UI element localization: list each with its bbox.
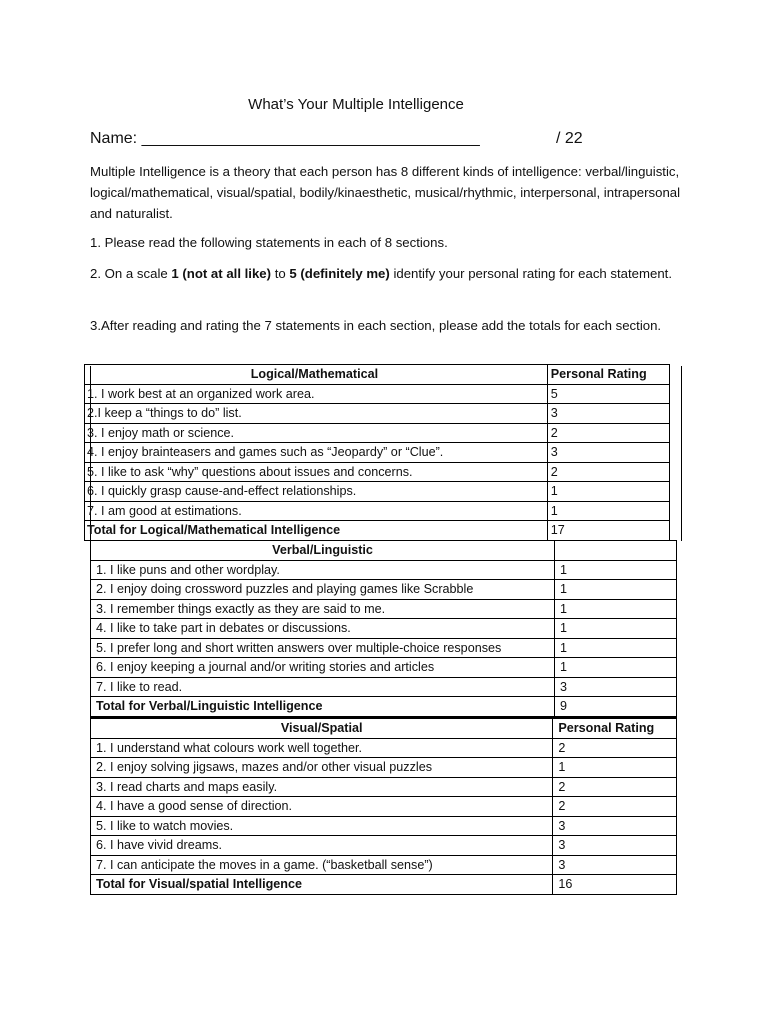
table-row: [91, 619, 677, 639]
table-row: [91, 560, 677, 580]
table-row: [91, 677, 677, 697]
score-total: / 22: [556, 130, 583, 147]
table-row: [91, 855, 677, 875]
name-field-line[interactable]: Name: ______________________________________: [90, 130, 480, 147]
table-row: [85, 462, 670, 482]
table-header-row: [91, 541, 677, 561]
statement-cell: 1. I like puns and other wordplay.: [91, 560, 555, 580]
statement-cell: 6. I enjoy keeping a journal and/or writing stories and articles: [91, 658, 555, 678]
logical-mathematical-table: [84, 364, 670, 541]
rating-cell[interactable]: 1: [555, 599, 677, 619]
table-header-row: [91, 718, 677, 738]
statement-cell: 1. I work best at an organized work area.: [85, 384, 548, 404]
page-title: What’s Your Multiple Intelligence: [248, 96, 464, 113]
instruction-step-3: 3.After reading and rating the 7 statements in each section, please add the totals for each section.: [90, 318, 662, 333]
table-row: [85, 482, 670, 502]
rating-cell[interactable]: 2: [553, 797, 677, 817]
statement-cell: 3. I remember things exactly as they are said to me.: [91, 599, 555, 619]
rating-cell[interactable]: 2: [547, 462, 669, 482]
table-row: [91, 638, 677, 658]
table-row: [91, 816, 677, 836]
intro-paragraph: Multiple Intelligence is a theory that each person has 8 different kinds of intelligence: verbal/linguistic, logical/mathematical, visual/spatial, bodily/kinaesthetic, musical/rhythmic, interpersonal, intrapersonal and naturalist.: [90, 164, 681, 221]
total-row: [91, 875, 677, 895]
table-row: [85, 404, 670, 424]
statement-cell: 5. I prefer long and short written answers over multiple-choice responses: [91, 638, 555, 658]
statement-cell: 3. I enjoy math or science.: [85, 423, 548, 443]
statement-cell: 5. I like to watch movies.: [91, 816, 553, 836]
instruction-step-1: 1. Please read the following statements in each of 8 sections.: [90, 235, 448, 250]
table-row: [91, 797, 677, 817]
total-row: [85, 521, 670, 541]
step2-scale-low: 1 (not at all like): [171, 266, 272, 281]
step2-scale-high: 5 (definitely me): [289, 266, 390, 281]
total-label: Total for Logical/Mathematical Intelligence: [85, 521, 548, 541]
total-value[interactable]: 9: [555, 697, 677, 717]
rating-column-heading: [555, 541, 677, 561]
rating-cell[interactable]: 1: [555, 658, 677, 678]
step2-text-b: to: [271, 266, 290, 281]
rating-cell[interactable]: 1: [547, 501, 669, 521]
statement-cell: 2.I keep a “things to do” list.: [85, 404, 548, 424]
table-row: [85, 443, 670, 463]
table-row: [91, 738, 677, 758]
rating-column-heading: Personal Rating: [553, 718, 677, 738]
table-row: [91, 836, 677, 856]
rating-cell[interactable]: 2: [547, 423, 669, 443]
table-row: [85, 423, 670, 443]
rating-cell[interactable]: 3: [553, 836, 677, 856]
statement-cell: 5. I like to ask “why” questions about issues and concerns.: [85, 462, 548, 482]
statement-cell: 7. I can anticipate the moves in a game. (“basketball sense”): [91, 855, 553, 875]
statement-cell: 2. I enjoy solving jigsaws, mazes and/or other visual puzzles: [91, 758, 553, 778]
rating-cell[interactable]: 3: [547, 443, 669, 463]
rating-cell[interactable]: 2: [553, 777, 677, 797]
total-label: Total for Verbal/Linguistic Intelligence: [91, 697, 555, 717]
visual-spatial-table: [90, 717, 677, 895]
rating-cell[interactable]: 3: [555, 677, 677, 697]
statement-cell: 7. I like to read.: [91, 677, 555, 697]
table-row: [91, 777, 677, 797]
statement-cell: 7. I am good at estimations.: [85, 501, 548, 521]
section-heading: Logical/Mathematical: [85, 365, 548, 385]
statement-cell: 6. I quickly grasp cause-and-effect relationships.: [85, 482, 548, 502]
rating-cell[interactable]: 3: [553, 816, 677, 836]
verbal-linguistic-table: [90, 540, 677, 717]
rating-cell[interactable]: 1: [555, 580, 677, 600]
statement-cell: 4. I have a good sense of direction.: [91, 797, 553, 817]
total-row: [91, 697, 677, 717]
rating-cell[interactable]: 1: [553, 758, 677, 778]
statement-cell: 3. I read charts and maps easily.: [91, 777, 553, 797]
table-row: [85, 384, 670, 404]
rating-cell[interactable]: 1: [555, 560, 677, 580]
table-row: [91, 758, 677, 778]
rating-cell[interactable]: 3: [547, 404, 669, 424]
table-row: [85, 501, 670, 521]
statement-cell: 1. I understand what colours work well together.: [91, 738, 553, 758]
table-row: [91, 599, 677, 619]
table-row: [91, 658, 677, 678]
section-heading: Visual/Spatial: [91, 718, 553, 738]
statement-cell: 4. I enjoy brainteasers and games such as “Jeopardy” or “Clue”.: [85, 443, 548, 463]
rating-cell[interactable]: 3: [553, 855, 677, 875]
total-value[interactable]: 16: [553, 875, 677, 895]
step2-text-c: identify your personal rating for each statement.: [389, 266, 672, 281]
rating-cell[interactable]: 1: [555, 619, 677, 639]
section-heading: Verbal/Linguistic: [91, 541, 555, 561]
rating-column-heading: Personal Rating: [547, 365, 669, 385]
statement-cell: 2. I enjoy doing crossword puzzles and playing games like Scrabble: [91, 580, 555, 600]
rating-cell[interactable]: 1: [555, 638, 677, 658]
table-header-row: [85, 365, 670, 385]
instruction-step-2: [90, 263, 690, 284]
rating-cell[interactable]: 2: [553, 738, 677, 758]
statement-cell: 4. I like to take part in debates or discussions.: [91, 619, 555, 639]
rating-cell[interactable]: 5: [547, 384, 669, 404]
step2-text-a: 2. On a scale: [90, 266, 172, 281]
total-label: Total for Visual/spatial Intelligence: [91, 875, 553, 895]
rating-cell[interactable]: 1: [547, 482, 669, 502]
table-row: [91, 580, 677, 600]
total-value[interactable]: 17: [547, 521, 669, 541]
statement-cell: 6. I have vivid dreams.: [91, 836, 553, 856]
